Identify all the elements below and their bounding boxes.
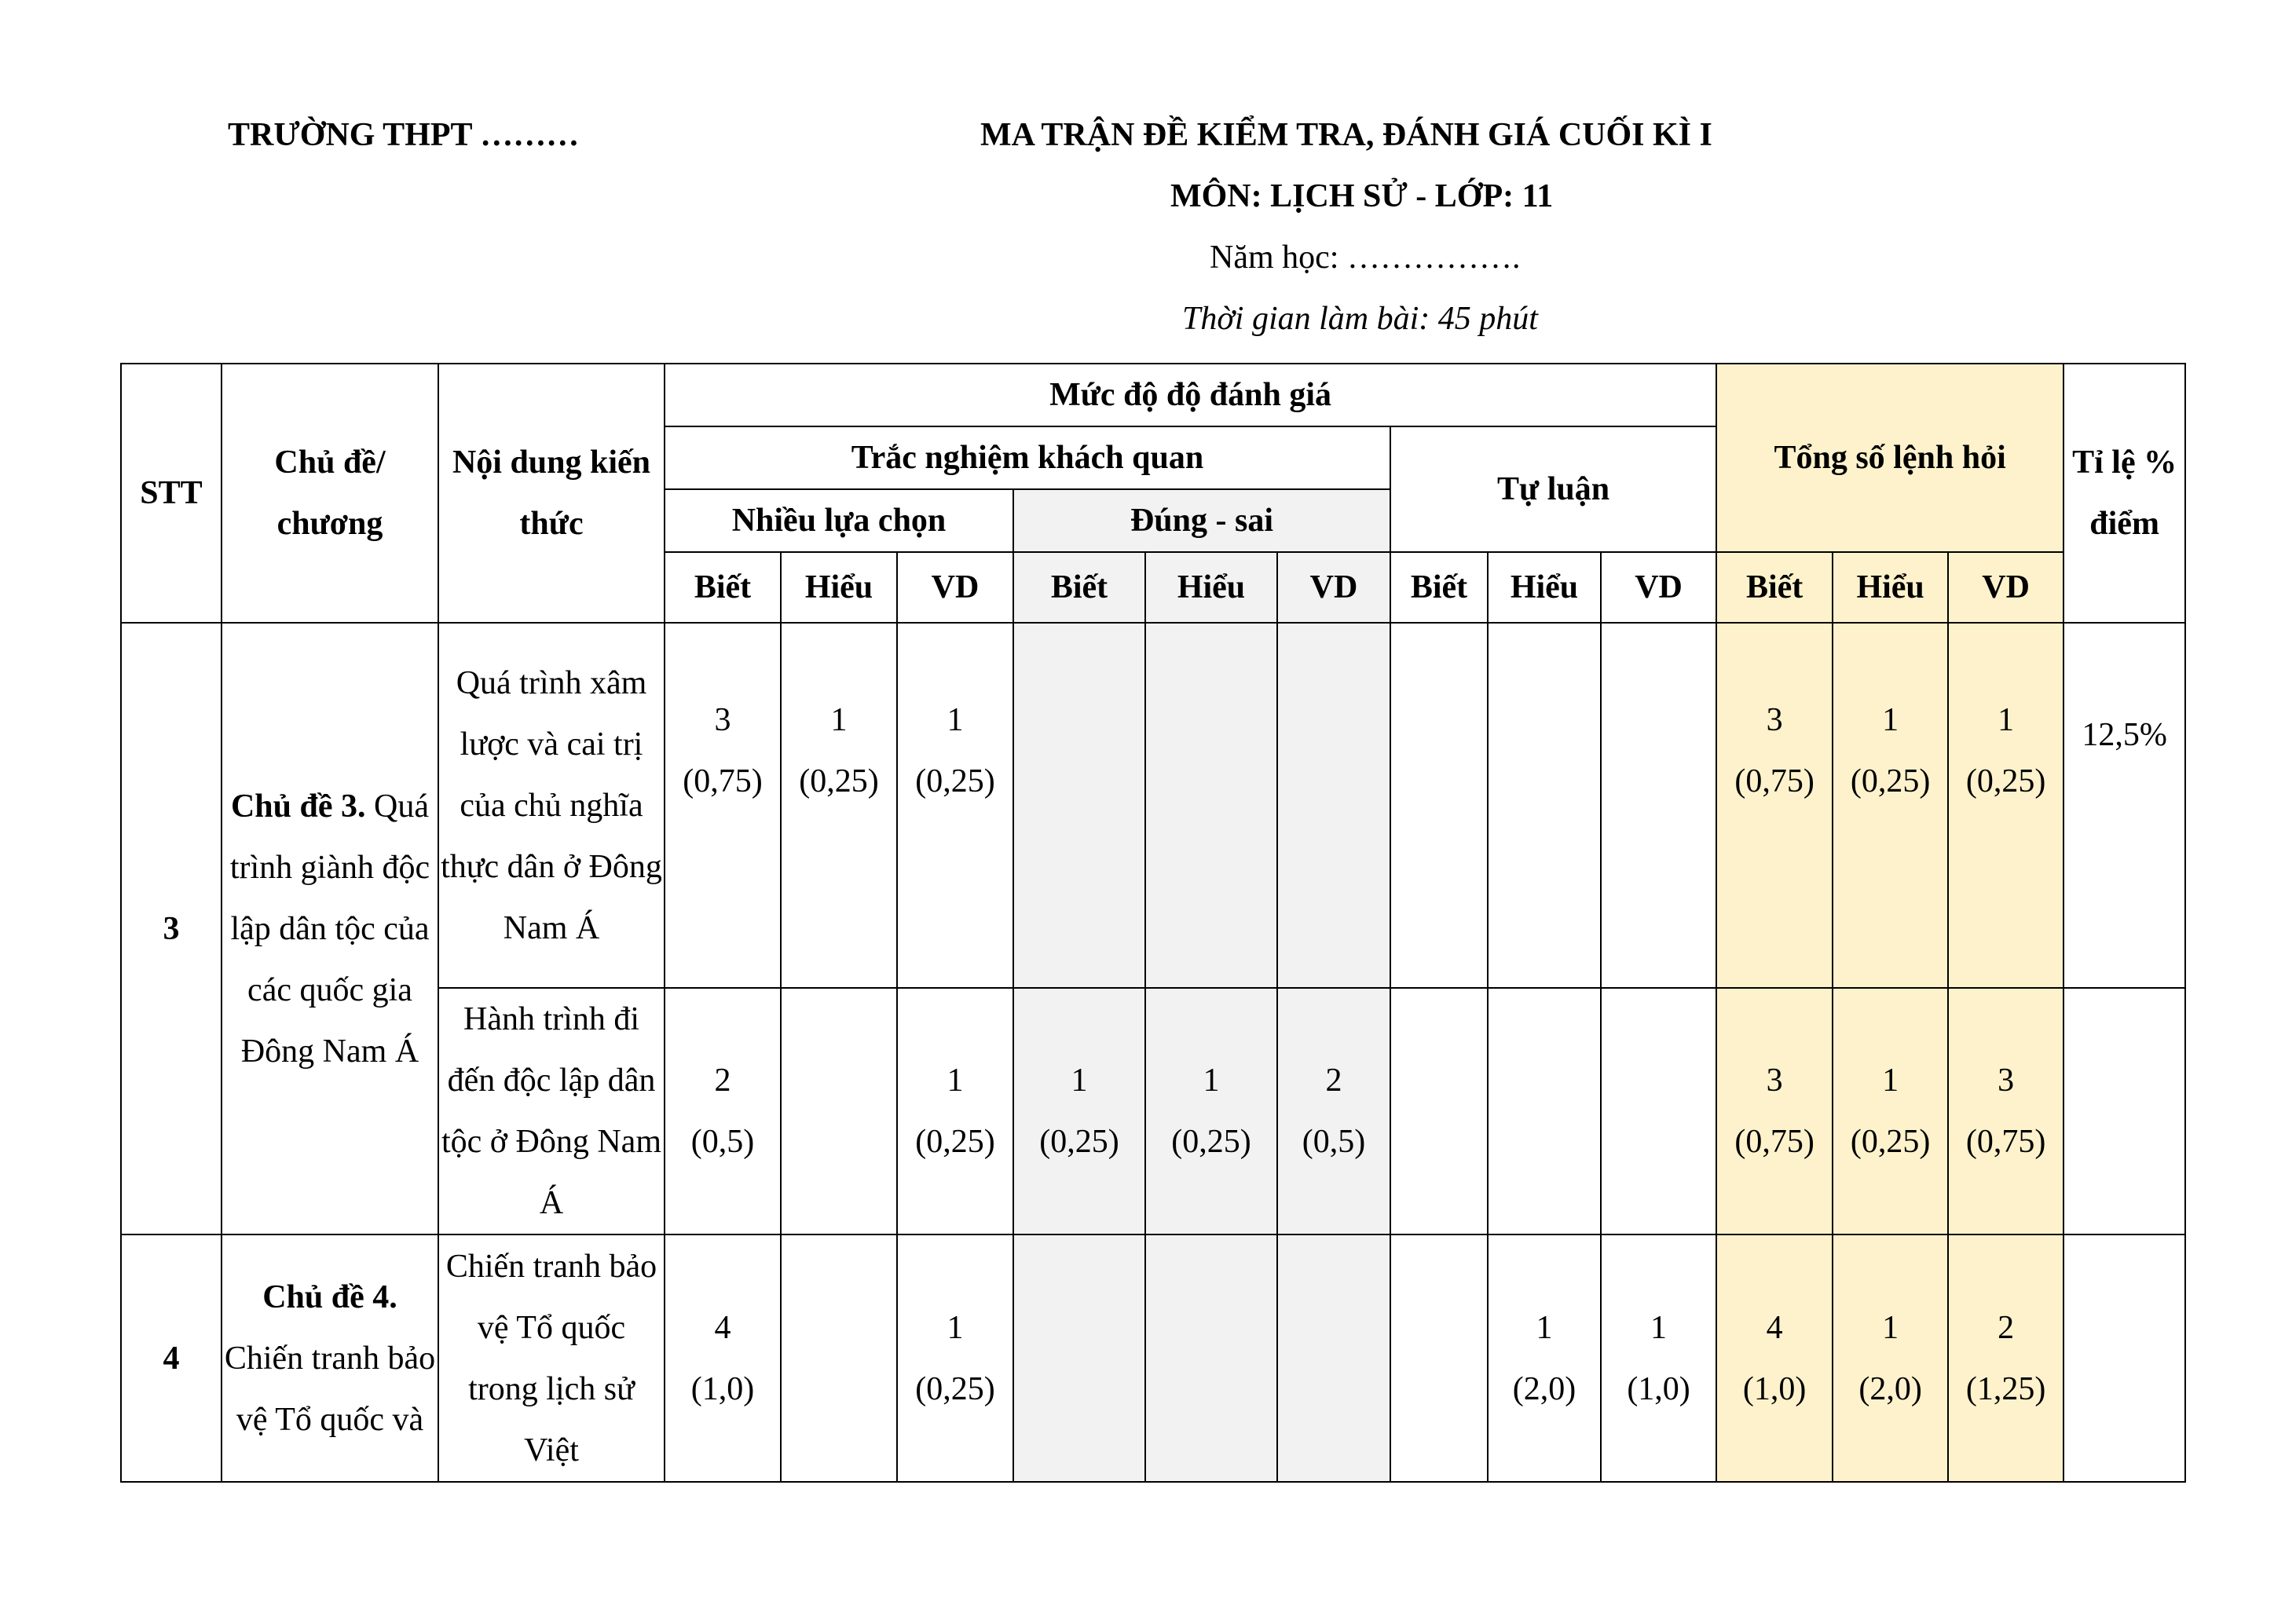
cell-mc-hieu [781, 1234, 897, 1482]
cell-mc-biet [665, 623, 781, 988]
question-count: 4 [1766, 1309, 1783, 1346]
header-content: Nội dung kiến thức [438, 364, 665, 623]
cell-tf-vd [1277, 623, 1390, 988]
header-essay: Tự luận [1390, 426, 1716, 552]
question-count: 1 [1203, 1063, 1220, 1099]
cell-tf-biet [1013, 623, 1145, 988]
question-count: 1 [830, 701, 848, 738]
header-mc-hieu: Hiểu [781, 552, 897, 623]
subject-line: MÔN: LỊCH SỬ - LỚP: 11 [1170, 178, 1554, 214]
cell-tf-hieu [1145, 988, 1277, 1234]
cell-tf-biet [1013, 1234, 1145, 1482]
question-score: (0,75) [1965, 1124, 2046, 1160]
question-count: 2 [1325, 1063, 1342, 1099]
question-count: 1 [1882, 701, 1899, 738]
cell-tf-biet [1013, 988, 1145, 1234]
question-score: (0,25) [915, 1370, 995, 1407]
header-essay-biet: Biết [1390, 552, 1488, 623]
cell-mc-hieu [781, 988, 897, 1234]
row-content: Hành trình đi đến độc lập dân tộc ở Đông Nam Á [438, 988, 665, 1234]
header-essay-hieu: Hiểu [1488, 552, 1601, 623]
row-content: Chiến tranh bảo vệ Tổ quốc trong lịch sử Việt [438, 1234, 665, 1482]
cell-total-biet [1716, 623, 1833, 988]
header-total-hieu: Hiểu [1833, 552, 1948, 623]
header-total-questions: Tổng số lệnh hỏi [1716, 364, 2063, 552]
question-count: 3 [714, 701, 731, 738]
question-score: (1,0) [1742, 1370, 1807, 1407]
cell-essay-biet [1390, 623, 1488, 988]
question-score: (1,25) [1965, 1370, 2046, 1407]
question-score: (0,75) [683, 763, 763, 799]
cell-total-vd [1948, 623, 2063, 988]
cell-mc-vd [897, 623, 1013, 988]
question-count: 3 [1766, 701, 1783, 738]
cell-total-biet [1716, 1234, 1833, 1482]
table-row [121, 1234, 2185, 1482]
question-score: (0,75) [1734, 1124, 1814, 1160]
cell-total-biet [1716, 988, 1833, 1234]
cell-essay-vd [1601, 1234, 1716, 1482]
question-score: (1,0) [690, 1370, 755, 1407]
chapter-number: Chủ đề 3. [230, 788, 366, 825]
header-total-biet: Biết [1716, 552, 1833, 623]
question-score: (0,75) [1734, 763, 1814, 799]
question-score: (2,0) [1858, 1370, 1922, 1407]
cell-essay-vd [1601, 988, 1716, 1234]
cell-mc-hieu [781, 623, 897, 988]
question-score: (0,25) [1850, 763, 1931, 799]
chapter-title: Chiến tranh bảo vệ Tổ quốc và [224, 1340, 436, 1438]
question-score: (2,0) [1512, 1370, 1576, 1407]
row-score-ratio [2063, 1234, 2185, 1482]
question-score: (0,25) [1850, 1124, 1931, 1160]
header-tf-hieu: Hiểu [1145, 552, 1277, 623]
question-count: 2 [1998, 1309, 2015, 1346]
header-essay-vd: VD [1601, 552, 1716, 623]
row-stt: 3 [121, 623, 222, 1234]
header-tf-vd: VD [1277, 552, 1390, 623]
cell-mc-biet [665, 1234, 781, 1482]
header-score-ratio: Tỉ lệ % điểm [2063, 364, 2185, 623]
question-score: (0,25) [799, 763, 879, 799]
cell-total-hieu [1833, 1234, 1948, 1482]
question-score: (0,25) [1965, 763, 2046, 799]
question-count: 1 [1071, 1063, 1088, 1099]
exam-duration: Thời gian làm bài: 45 phút [1182, 301, 1538, 337]
document-title: MA TRẬN ĐỀ KIỂM TRA, ĐÁNH GIÁ CUỐI KÌ I [980, 117, 1712, 153]
school-year: Năm học: ……………. [1210, 240, 1521, 276]
question-count: 1 [1650, 1309, 1668, 1346]
question-count: 1 [1882, 1063, 1899, 1099]
cell-mc-vd [897, 988, 1013, 1234]
header-assessment-levels: Mức độ độ đánh giá [665, 364, 1716, 426]
row-chapter [222, 623, 438, 1234]
cell-essay-biet [1390, 988, 1488, 1234]
question-count: 1 [947, 1063, 964, 1099]
header-chapter: Chủ đề/ chương [222, 364, 438, 623]
table-row [121, 623, 2185, 988]
header-total-vd: VD [1948, 552, 2063, 623]
cell-tf-vd [1277, 988, 1390, 1234]
question-score: (0,25) [1039, 1124, 1119, 1160]
question-count: 1 [1882, 1309, 1899, 1346]
question-count: 1 [947, 701, 964, 738]
row-score-ratio: 12,5% [2063, 623, 2185, 988]
cell-total-hieu [1833, 623, 1948, 988]
header-mc-biet: Biết [665, 552, 781, 623]
cell-essay-hieu [1488, 1234, 1601, 1482]
question-count: 1 [1536, 1309, 1553, 1346]
cell-tf-vd [1277, 1234, 1390, 1482]
question-score: (0,25) [915, 1124, 995, 1160]
header-true-false: Đúng - sai [1013, 489, 1390, 552]
question-score: (0,5) [1302, 1124, 1366, 1160]
cell-total-hieu [1833, 988, 1948, 1234]
cell-tf-hieu [1145, 1234, 1277, 1482]
row-score-ratio [2063, 988, 2185, 1234]
question-score: (1,0) [1627, 1370, 1690, 1407]
cell-total-vd [1948, 1234, 2063, 1482]
question-score: (0,25) [1171, 1124, 1251, 1160]
cell-essay-vd [1601, 623, 1716, 988]
row-chapter [222, 1234, 438, 1482]
question-count: 1 [947, 1309, 964, 1346]
header-objective-test: Trắc nghiệm khách quan [665, 426, 1390, 489]
header-multiple-choice: Nhiều lựa chọn [665, 489, 1013, 552]
row-content: Quá trình xâm lược và cai trị của chủ nghĩa thực dân ở Đông Nam Á [438, 623, 665, 988]
row-stt: 4 [121, 1234, 222, 1482]
header-tf-biet: Biết [1013, 552, 1145, 623]
question-score: (0,25) [915, 763, 995, 799]
question-count: 3 [1998, 1063, 2015, 1099]
question-score: (0,5) [690, 1124, 755, 1160]
chapter-number: Chủ đề 4. [262, 1278, 397, 1315]
cell-mc-vd [897, 1234, 1013, 1482]
question-count: 4 [714, 1309, 731, 1346]
question-count: 3 [1766, 1063, 1783, 1099]
cell-tf-hieu [1145, 623, 1277, 988]
cell-total-vd [1948, 988, 2063, 1234]
question-count: 2 [714, 1063, 731, 1099]
question-count: 1 [1998, 701, 2015, 738]
header-mc-vd: VD [897, 552, 1013, 623]
cell-essay-hieu [1488, 988, 1601, 1234]
chapter-title: Quá trình giành độc lập dân tộc của các quốc gia Đông Nam Á [229, 788, 430, 1070]
cell-mc-biet [665, 988, 781, 1234]
cell-essay-biet [1390, 1234, 1488, 1482]
header-stt: STT [121, 364, 222, 623]
school-name: TRƯỜNG THPT ……… [228, 117, 580, 153]
cell-essay-hieu [1488, 623, 1601, 988]
assessment-matrix-table [120, 363, 2186, 1483]
